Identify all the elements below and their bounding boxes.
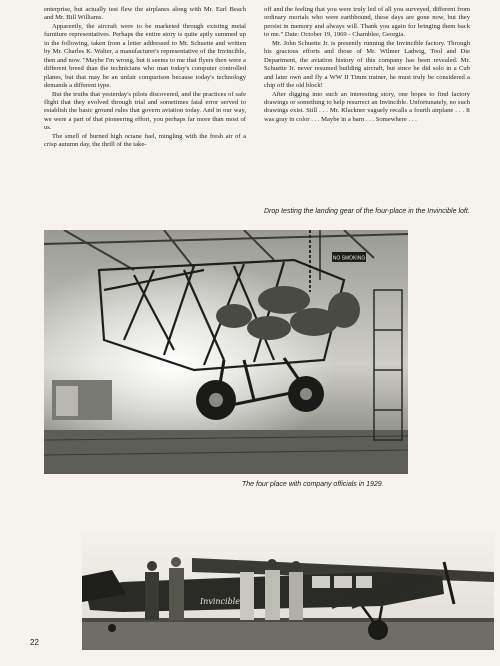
right-paragraph-3: After digging into such an interesting story, one hopes to find factory drawings or something to help resurrect an Invincible. Unfortunately, no such drawings exist. Still . . . Mr. Klackner vaguely recalls a fourth airplane . . . It was gray in color . . . Maybe in a barn . . . Somewhere . . . <box>264 90 470 123</box>
left-paragraph-4: The smell of burned high octane fuel, mingling with the fresh air of a crisp autumn day, the thrill of the take- <box>44 132 246 149</box>
right-paragraph-1: off and the feeling that you were truly led of all you surveyed, different from ordinary mortals who were earthbound, these days are gone now, but they persist in memory and always will. Thank you again for bringing them back to me." Date: October 19, 1969 - Chamblee, Georgia. <box>264 6 470 39</box>
photo-caption-top: Drop testing the landing gear of the four-place in the Invincible loft. <box>264 208 470 215</box>
left-text-column <box>44 6 246 150</box>
right-paragraph-2: Mr. John Schuette Jr. is presently running the Invincible factory. Through his gracious efforts and those of Mr. Wilmer Ladwig, Tool and Die Department, the aviation history of this company has been revealed. Mr. Schuette Jr. never resumed building aircraft, but since he did solo in a Cub and later own and fly a WW II Timm trainer, he must truly be considered a chip off the old block! <box>264 39 470 90</box>
left-paragraph-1: enterprise, but actually test flew the airplanes along with Mr. Earl Beach and Mr. Bill Williams. <box>44 6 246 22</box>
right-text-column <box>264 6 470 124</box>
left-paragraph-2: Apparently, the aircraft were to be marketed through existing metal furniture representatives. Perhaps the entire story is quite aptly summed up in the following, taken from a letter addressed to Mr. Schuette and written by Mr. Charles K. Walter, a manufacturer's representative of the Invincible, then and now. "Maybe I'm wrong, but it seems to me that flyers then were a different breed than the technicians who man today's computer controlled planes, but that may be an unfair comparison because today's technology demands a different type. <box>44 22 246 90</box>
hangar-drop-test-photo <box>44 230 408 474</box>
page-number: 22 <box>30 638 39 647</box>
photo-caption-middle: The four place with company officials in 1929. <box>242 481 384 488</box>
hangar-photo-graphic <box>44 230 408 474</box>
airplane-officials-photo <box>82 532 494 650</box>
field-photo-graphic <box>82 532 494 650</box>
left-paragraph-3: But the truths that yesterday's pilots discovered, and the practices of safe flight that they evolved through trial and sometimes fatal error served to establish the basic ground rules that govern aviation today. And in our way, we were a part of that pioneering effort, you perhaps far more than most of us. <box>44 90 246 132</box>
no-smoking-sign: NO SMOKING <box>332 255 366 262</box>
aircraft-script-lettering: Invincible <box>200 597 240 606</box>
